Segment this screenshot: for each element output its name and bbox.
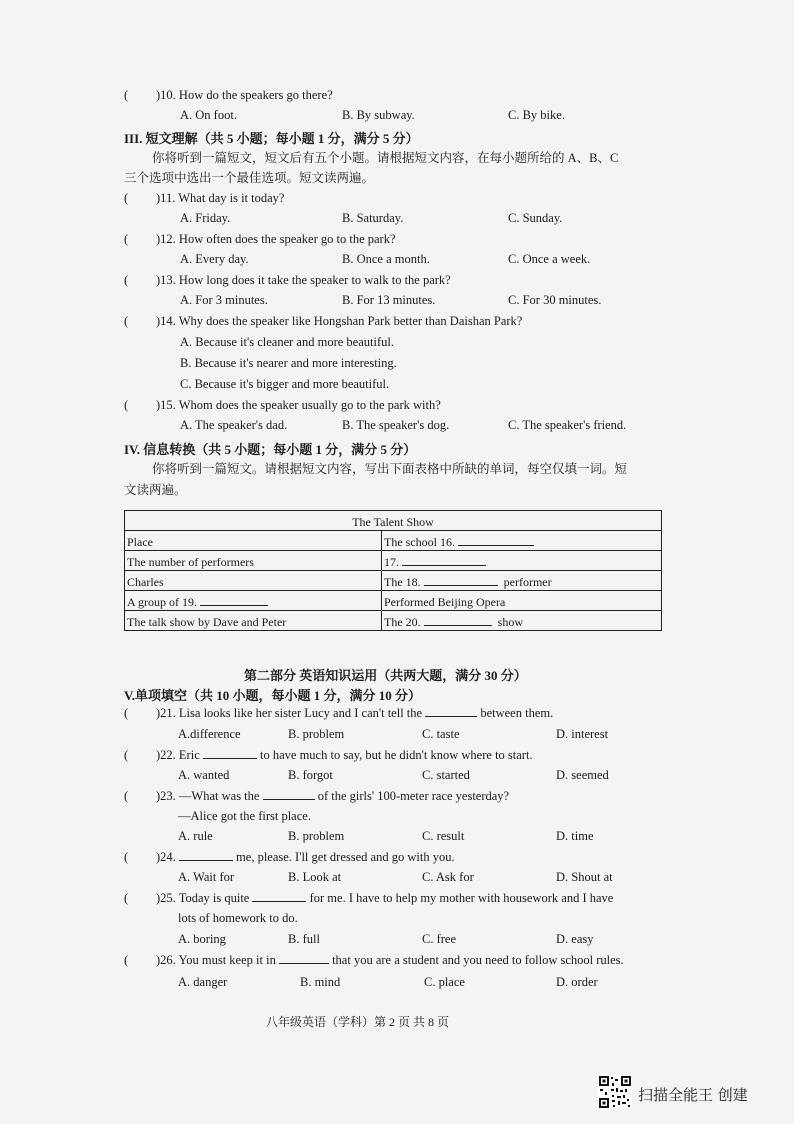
table-cell: Performed Beijing Opera (382, 591, 662, 611)
question-11: )11. What day is it today? (156, 191, 285, 205)
question-13: )13. How long does it take the speaker to walk to the park? (156, 273, 451, 287)
option-b: B. By subway. (342, 108, 415, 122)
option-b: B. Look at (288, 870, 342, 884)
option-b: B. problem (288, 829, 345, 843)
part-2-heading: 第二部分 英语知识运用（共两大题，满分 30 分） (244, 668, 527, 683)
option-a: A.difference (178, 727, 241, 741)
answer-paren: ( (124, 398, 129, 412)
fill-blank-17[interactable] (402, 555, 486, 566)
option-b: B. full (288, 932, 320, 946)
option-c: C. For 30 minutes. (508, 293, 602, 307)
section-3-heading: III. 短文理解（共 5 小题；每小题 1 分，满分 5 分） (124, 131, 419, 146)
option-b: B. The speaker's dog. (342, 418, 450, 432)
option-d: D. seemed (556, 768, 609, 782)
question-stem: Eric (178, 748, 200, 762)
answer-paren: ( (124, 191, 129, 205)
question-10: )10. How do the speakers go there? (156, 88, 333, 102)
option-d: D. order (556, 975, 598, 989)
table-title: The Talent Show (125, 511, 662, 531)
option-b: B. Saturday. (342, 211, 404, 225)
option-b: B. forgot (288, 768, 333, 782)
option-b: B. For 13 minutes. (342, 293, 436, 307)
question-stem: You must keep it in (178, 953, 276, 967)
fill-blank-20[interactable] (424, 615, 492, 626)
table-cell (382, 571, 662, 591)
table-cell: Place (125, 531, 382, 551)
question-23: )23. —What was the of the girls' 100-meter race yesterday? (156, 789, 510, 803)
option-a: A. Friday. (180, 211, 231, 225)
cell-text: show (497, 615, 523, 629)
cell-text: The school 16. (384, 535, 455, 549)
fill-blank[interactable] (203, 748, 257, 759)
question-stem: me, please. I'll get dressed and go with you. (236, 850, 455, 864)
option-c: C. By bike. (508, 108, 565, 122)
cell-text: 17. (384, 555, 399, 569)
question-25: )25. Today is quite for me. I have to help my mother with housework and I have (156, 891, 614, 905)
answer-paren: ( (124, 850, 129, 864)
cell-text: A group of 19. (127, 595, 197, 609)
fill-blank-18[interactable] (424, 575, 498, 586)
section-5-heading: V.单项填空（共 10 小题，每小题 1 分，满分 10 分） (124, 688, 421, 703)
table-cell (382, 611, 662, 631)
option-c: C. The speaker's friend. (508, 418, 627, 432)
table-cell (382, 531, 662, 551)
option-b: B. Because it's nearer and more interesting. (180, 356, 397, 370)
option-c: C. Ask for (422, 870, 474, 884)
option-d: D. interest (556, 727, 609, 741)
fill-blank[interactable] (252, 891, 306, 902)
fill-blank[interactable] (425, 706, 477, 717)
question-stem: Lisa looks like her sister Lucy and I can't tell the (178, 706, 423, 720)
question-stem: lots of homework to do. (178, 911, 298, 925)
table-cell (125, 591, 382, 611)
fill-blank[interactable] (279, 953, 329, 964)
option-a: A. Wait for (178, 870, 235, 884)
table-cell (382, 551, 662, 571)
option-a: A. The speaker's dad. (180, 418, 288, 432)
answer-paren: ( (124, 748, 129, 762)
scanner-brand-label: 扫描全能王 创建 (638, 1086, 748, 1104)
question-number: 15 (160, 398, 173, 412)
question-number: 13 (160, 273, 173, 287)
option-d: D. time (556, 829, 594, 843)
question-stem: to have much to say, but he didn't know where to start. (260, 748, 533, 762)
option-c: C. free (422, 932, 457, 946)
option-a: A. On foot. (180, 108, 237, 122)
table-cell: The talk show by Dave and Peter (125, 611, 382, 631)
question-22: )22. Eric to have much to say, but he didn't know where to start. (156, 748, 533, 762)
question-stem: How do the speakers go there? (178, 88, 333, 102)
answer-paren: ( (124, 232, 129, 246)
cell-text: The 18. (384, 575, 421, 589)
option-b: B. problem (288, 727, 345, 741)
cell-text: The 20. (384, 615, 421, 629)
question-number: 23 (160, 789, 173, 803)
option-d: D. Shout at (556, 870, 613, 884)
table-cell: Charles (125, 571, 382, 591)
question-12: )12. How often does the speaker go to the park? (156, 232, 396, 246)
section-4-intro: 你将听到一篇短文。请根据短文内容，写出下面表格中所缺的单词，每空仅填一词。短 (152, 462, 628, 476)
option-b: B. Once a month. (342, 252, 430, 266)
question-stem: for me. I have to help my mother with housework and I have (309, 891, 614, 905)
answer-paren: ( (124, 314, 129, 328)
fill-blank[interactable] (179, 850, 233, 861)
question-stem: Why does the speaker like Hongshan Park better than Daishan Park? (178, 314, 523, 328)
section-3-intro: 三个选项中选出一个最佳选项。短文读两遍。 (124, 171, 375, 185)
question-26: )26. You must keep it in that you are a student and you need to follow school rules. (156, 953, 624, 967)
option-c: C. Sunday. (508, 211, 563, 225)
question-number: 21 (160, 706, 173, 720)
section-4-intro: 文读两遍。 (124, 483, 187, 497)
fill-blank[interactable] (263, 789, 315, 800)
question-stem: that you are a student and you need to follow school rules. (332, 953, 624, 967)
question-14: )14. Why does the speaker like Hongshan Park better than Daishan Park? (156, 314, 523, 328)
fill-blank-16[interactable] (458, 535, 534, 546)
question-number: 11 (160, 191, 173, 205)
question-number: 22 (160, 748, 173, 762)
section-3-intro: 你将听到一篇短文，短文后有五个小题。请根据短文内容，在每小题所给的 A、B、C (152, 151, 619, 165)
question-stem: between them. (480, 706, 554, 720)
question-21: )21. Lisa looks like her sister Lucy and I can't tell the between them. (156, 706, 554, 720)
question-stem: Whom does the speaker usually go to the park with? (178, 398, 441, 412)
fill-blank-19[interactable] (200, 595, 268, 606)
option-a: A. Because it's cleaner and more beautiful. (180, 335, 394, 349)
answer-paren: ( (124, 273, 129, 287)
question-number: 24 (160, 850, 173, 864)
section-4-heading: IV. 信息转换（共 5 小题；每小题 1 分，满分 5 分） (124, 442, 417, 457)
question-number: 25 (160, 891, 173, 905)
cell-text: performer (503, 575, 552, 589)
answer-paren: ( (124, 891, 129, 905)
answer-paren: ( (124, 706, 129, 720)
question-24: )24. me, please. I'll get dressed and go with you. (156, 850, 455, 864)
question-stem: —What was the (178, 789, 260, 803)
question-number: 14 (160, 314, 173, 328)
question-stem: —Alice got the first place. (178, 809, 311, 823)
option-a: A. For 3 minutes. (180, 293, 268, 307)
question-stem: How long does it take the speaker to walk to the park? (178, 273, 451, 287)
answer-paren: ( (124, 88, 129, 102)
answer-paren: ( (124, 789, 129, 803)
question-15: )15. Whom does the speaker usually go to the park with? (156, 398, 441, 412)
option-a: A. Every day. (180, 252, 249, 266)
question-stem: How often does the speaker go to the park? (178, 232, 396, 246)
table-cell: The number of performers (125, 551, 382, 571)
question-number: 26 (160, 953, 173, 967)
question-stem: of the girls' 100-meter race yesterday? (317, 789, 510, 803)
option-a: A. rule (178, 829, 213, 843)
question-number: 12 (160, 232, 173, 246)
option-c: C. started (422, 768, 470, 782)
answer-paren: ( (124, 953, 129, 967)
option-a: A. wanted (178, 768, 230, 782)
option-b: B. mind (300, 975, 341, 989)
option-c: C. result (422, 829, 465, 843)
question-stem: What day is it today? (178, 191, 285, 205)
option-c: C. taste (422, 727, 460, 741)
question-number: 10 (160, 88, 173, 102)
page-footer: 八年级英语（学科）第 2 页 共 8 页 (266, 1015, 450, 1029)
option-c: C. Once a week. (508, 252, 591, 266)
option-d: D. easy (556, 932, 594, 946)
talent-show-table (124, 510, 662, 631)
option-a: A. danger (178, 975, 228, 989)
option-a: A. boring (178, 932, 226, 946)
question-stem: Today is quite (178, 891, 250, 905)
qr-code-icon (598, 1075, 632, 1109)
option-c: C. Because it's bigger and more beautiful. (180, 377, 390, 391)
option-c: C. place (424, 975, 465, 989)
